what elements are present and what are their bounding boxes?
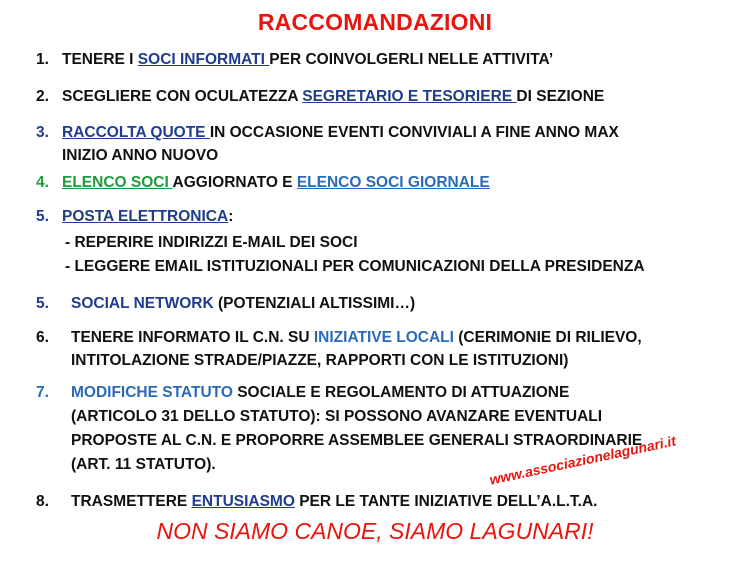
item-6-text: TENERE INFORMATO IL C.N. SU: [71, 329, 314, 346]
item-1-text-end: PER COINVOLGERLI NELLE ATTIVITA’: [269, 51, 554, 68]
item-3: [62, 124, 619, 142]
item-5: [62, 208, 233, 226]
item-5-text: :: [228, 208, 234, 225]
item-7-highlight: MODIFICHE STATUTO: [71, 384, 233, 401]
item-5b-highlight: SOCIAL NETWORK: [71, 295, 214, 312]
item-7-number: 7.: [36, 384, 49, 401]
item-8-link[interactable]: ENTUSIASMO: [191, 493, 295, 510]
item-6-line-2: INTITOLAZIONE STRADE/PIAZZE, RAPPORTI CON LE ISTITUZIONI): [71, 352, 569, 369]
item-7-line-3: PROPOSTE AL C.N. E PROPORRE ASSEMBLEE GENERALI STRAORDINARIE: [71, 432, 643, 449]
item-5-sub-1: - REPERIRE INDIRIZZI E-MAIL DEI SOCI: [65, 234, 358, 251]
item-2-number: 2.: [36, 88, 49, 105]
item-6-number: 6.: [36, 329, 49, 346]
item-2: [62, 88, 604, 106]
item-1: [62, 51, 553, 69]
slide-title: RACCOMANDAZIONI: [257, 9, 493, 35]
item-4-link[interactable]: ELENCO SOCI: [62, 174, 173, 191]
item-5b: [71, 295, 415, 313]
item-7: [71, 384, 569, 402]
item-8-number: 8.: [36, 493, 49, 510]
item-1-text: TENERE I: [62, 51, 138, 68]
item-8-text-end: PER LE TANTE INIZIATIVE DELL’A.L.T.A.: [294, 493, 598, 510]
item-7-text: SOCIALE E REGOLAMENTO DI ATTUAZIONE: [232, 384, 570, 401]
item-3-text: IN OCCASIONE EVENTI CONVIVIALI A FINE ANNO MAX: [209, 124, 619, 141]
item-2-text: SCEGLIERE CON OCULATEZZA: [62, 88, 303, 105]
item-6-text-end: (CERIMONIE DI RILIEVO,: [453, 329, 642, 346]
item-4-text: AGGIORNATO E: [172, 174, 297, 191]
item-5b-text: (POTENZIALI ALTISSIMI…): [213, 295, 416, 312]
item-5b-number: 5.: [36, 295, 49, 312]
item-4: [62, 174, 490, 192]
item-2-text-end: DI SEZIONE: [516, 88, 605, 105]
item-5-sub-2: - LEGGERE EMAIL ISTITUZIONALI PER COMUNICAZIONI DELLA PRESIDENZA: [65, 258, 645, 275]
item-3-number: 3.: [36, 124, 49, 141]
item-4-link-2[interactable]: ELENCO SOCI GIORNALE: [296, 174, 490, 191]
item-1-number: 1.: [36, 51, 49, 68]
website-watermark: www.associazionelagunari.it: [488, 432, 678, 488]
item-8-text: TRASMETTERE: [71, 493, 192, 510]
item-7-line-4: (ART. 11 STATUTO).: [71, 456, 216, 473]
item-2-link[interactable]: SEGRETARIO E TESORIERE: [302, 88, 517, 105]
item-3-link[interactable]: RACCOLTA QUOTE: [62, 124, 210, 141]
item-4-number: 4.: [36, 174, 49, 191]
item-8: [71, 493, 597, 511]
item-6-highlight: INIZIATIVE LOCALI: [313, 329, 454, 346]
slide-footer-slogan: NON SIAMO CANOE, SIAMO LAGUNARI!: [156, 518, 594, 544]
item-7-line-2: (ARTICOLO 31 DELLO STATUTO): SI POSSONO AVANZARE EVENTUALI: [71, 408, 603, 425]
item-5-number: 5.: [36, 208, 49, 225]
item-3-line-2: INIZIO ANNO NUOVO: [62, 147, 219, 164]
item-6: [71, 329, 642, 347]
item-5-link[interactable]: POSTA ELETTRONICA: [62, 208, 229, 225]
item-1-link[interactable]: SOCI INFORMATI: [137, 51, 270, 68]
